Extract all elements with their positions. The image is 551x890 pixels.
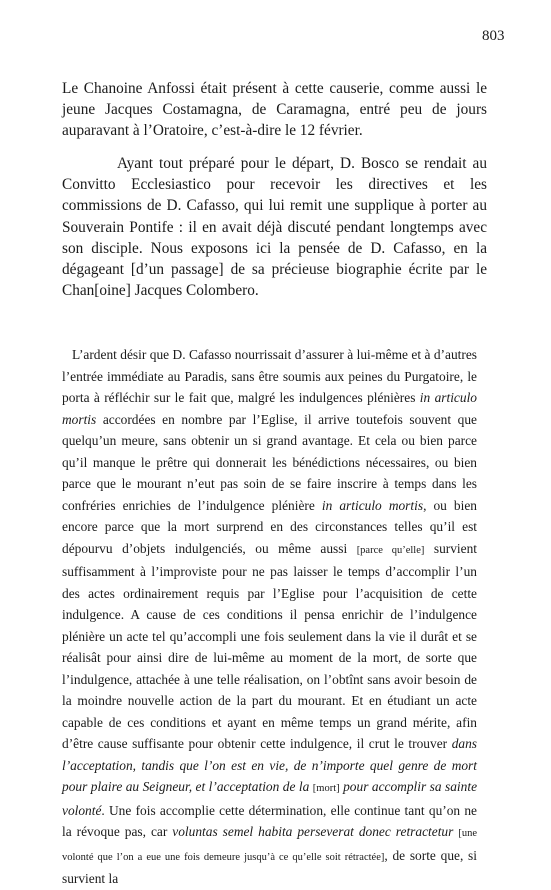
quote-text: , ou bien encore parce que la mort surprend en des circonstances telles qu’il est dépourvu d’objets indulgenciés, ou même aussi [62,497,477,556]
page-number: 803 [482,28,505,44]
quote-text: L’ardent désir que D. Cafasso nourrissait d’assurer à lui-même et à d’autres l’entrée immédiate au Paradis, sans être soumis aux peines du Purgatoire, le porta à réfléchir sur le fait que, malgré les indulgences plénières [62,347,477,405]
quote-italic: dans l’acceptation, tandis que l’on est en vie, de n’importe quel genre de mort pour plaire au Seigneur, et l’acceptation de la [62,736,477,794]
paragraph-2: Ayant tout préparé pour le départ, D. Bosco se rendait au Convitto Ecclesiastico pour recevoir les directives et les commissions de D. Cafasso, qui lui remit une supplique à porter au Souverain Pontife : il en avait déjà discuté pendant longtemps avec son disciple. Nous exposons ici la pensée de D. Cafasso, en la dégageant [d’un passage] de sa précieuse biographie écrite par le Chan[oine] Jacques Colombero. [62,155,487,300]
quote-italic: in articulo mortis [62,390,477,427]
quote-italic: pour accomplir sa sainte volonté [62,779,478,818]
editorial-insert: [mort] [312,783,340,794]
quote-text: , de sorte que, si survient la [62,847,477,886]
block-quote [62,344,477,890]
editorial-insert: [parce qu’elle] [356,544,425,556]
quote-text: . Une fois accomplie cette détermination, elle continue tant qu’on ne la révoque pas, car [62,802,477,839]
quote-italic: voluntas semel habita perseverat donec retractetur [172,824,454,839]
quote-text: accordées en nombre par l’Eglise, il arrive toutefois souvent que quelqu’un meure, sans obtenir un si grand avantage. Et cela ou bien parce qu’il manque le prêtre qui donnerait les bénédictions nécessaires, ou bien parce que le mourant n’eut pas soin de se faire inscrire à temps dans les confréries enrichies de l’indulgence plénière [62,411,477,513]
editorial-insert: [une volonté que l’on a eue une fois demeure jusqu’à ce qu’elle soit rétractée] [62,828,477,863]
quote-italic: in articulo mortis [321,497,424,513]
quote-text: survient suffisamment à l’improviste pour ne pas laisser le temps d’accomplir l’un des actes ordinairement requis par l’Eglise pour l’acquisition de cette indulgence. A cause de ces conditions il pensa enrichir de l’indulgence plénière un acte tel qu’accompli une fois seulement dans la vie il durât et se réalisât pour ainsi dire de lui-même au moment de la mort, de sorte que l’indulgence, attachée à une telle réalisation, on l’obtînt sans avoir besoin de la moindre nouvelle action de la part du mourant. Et en étudiant un acte capable de ces conditions et ayant en même temps un grand mérite, afin d’être cause suffisante pour obtenir cette indulgence, il crut le trouver [62,540,478,751]
paragraph-1: Le Chanoine Anfossi était présent à cette causerie, comme aussi le jeune Jacques Costamagna, de Caramagna, entré peu de jours auparavant à l’Oratoire, c’est-à-dire le 12 février. [62,80,487,139]
